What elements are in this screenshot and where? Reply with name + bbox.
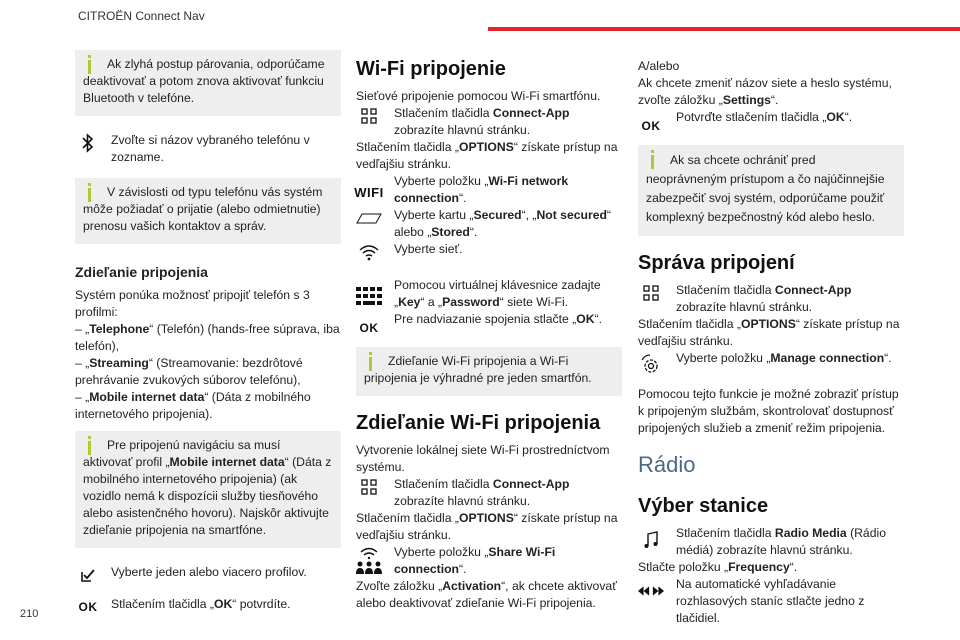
step-text: Vyberte kartu „Secured“, „Not secured“ alebo „Stored“. xyxy=(394,208,611,239)
step-text: Stlačením tlačidla Connect-App zobrazíte hlavnú stránku. xyxy=(676,283,852,314)
note-text: V závislosti od typu telefónu vás systém môže požiadať o prijatie (alebo odmietnutie) prenosu vašich kontaktov a správ. xyxy=(83,185,323,233)
section-heading: Wi-Fi pripojenie xyxy=(356,58,506,80)
step-text: Na automatické vyhľadávanie rozhlasových staníc stlačte jedno z tlačidiel. xyxy=(676,577,865,625)
note-text: Ak sa chcete ochrániť pred neoprávneným prístupom a čo najúčinnejšie zabezpečiť svoj systém, odporúčame použiť komplexný bezpečnostný kód alebo heslo. xyxy=(646,153,885,224)
bluetooth-icon xyxy=(75,132,101,154)
step-text: Stlačením tlačidla Connect-App zobrazíte hlavnú stránku. xyxy=(394,477,570,508)
step-text: Vyberte položku „Share Wi-Fi connection“. xyxy=(394,545,556,576)
paragraph: Stlačením tlačidla „OPTIONS“ získate prístup na vedľajšiu stránku. xyxy=(356,140,618,171)
paragraph: Stlačením tlačidla „OPTIONS“ získate prístup na vedľajšiu stránku. xyxy=(356,511,618,542)
sharing-intro: Systém ponúka možnosť pripojiť telefón s 3 profilmi: xyxy=(75,288,310,319)
paragraph: Stlačením tlačidla „OPTIONS“ získate prístup na vedľajšiu stránku. xyxy=(638,317,900,348)
step-text: Vyberte položku „Manage connection“. xyxy=(676,351,892,365)
section-heading: Výber stanice xyxy=(638,495,769,517)
step-text: Vyberte položku „Wi-Fi network connection“. xyxy=(394,174,569,205)
paragraph: A/alebo xyxy=(638,59,680,73)
info-icon xyxy=(88,60,91,74)
checkbox-icon xyxy=(75,564,101,586)
section-heading: Zdieľanie pripojenia xyxy=(75,264,208,280)
wifi-icon xyxy=(356,241,382,263)
profile-item: – „Streaming“ (Streamovanie: bezdrôtové prehrávanie zvukových súborov telefónu), xyxy=(75,356,303,387)
note-text: Zdieľanie Wi-Fi pripojenia a Wi-Fi pripojenia je výhradné pre jeden smartfón. xyxy=(364,354,592,385)
confirm-step xyxy=(75,596,341,616)
step-text: Stlačením tlačidla Radio Media (Rádio médiá) zobrazíte hlavnú stránku. xyxy=(676,526,886,557)
info-icon xyxy=(369,357,372,371)
step xyxy=(356,311,622,335)
step xyxy=(356,241,622,261)
page-number: 210 xyxy=(20,608,39,620)
step-text: Pre nadviazanie spojenia stlačte „OK“. xyxy=(394,312,602,326)
step-text: Vyberte sieť. xyxy=(394,242,463,256)
step xyxy=(638,576,904,627)
grid-menu-icon xyxy=(356,105,382,127)
step-text: Potvrďte stlačením tlačidla „OK“. xyxy=(676,110,853,124)
step xyxy=(638,525,904,559)
step-text: Pomocou virtuálnej klávesnice zadajte „Key“ a „Password“ siete Wi-Fi. xyxy=(394,278,601,309)
wifi-label-icon: WIFI xyxy=(354,184,384,200)
step xyxy=(356,476,622,510)
section-heading: Zdieľanie Wi-Fi pripojenia xyxy=(356,412,601,434)
step-text: Vyberte jeden alebo viacero profilov. xyxy=(111,565,307,579)
chapter-heading: Rádio xyxy=(638,452,696,477)
step-text: Stlačením tlačidla Connect-App zobrazíte hlavnú stránku. xyxy=(394,106,570,137)
section-heading: Správa pripojení xyxy=(638,252,795,274)
grid-menu-icon xyxy=(356,476,382,498)
column-2 xyxy=(356,56,622,612)
paragraph: Vytvorenie lokálnej siete Wi-Fi prostredníctvom systému. xyxy=(356,443,610,474)
paragraph: Ak chcete zmeniť názov siete a heslo systému, zvoľte záložku „Settings“. xyxy=(638,76,892,107)
ok-icon: OK xyxy=(78,599,98,614)
info-note xyxy=(75,178,341,244)
bluetooth-step xyxy=(75,132,341,166)
column-3 xyxy=(638,58,904,627)
info-icon xyxy=(651,155,654,169)
info-icon xyxy=(88,188,91,202)
settings-gear-icon xyxy=(638,354,664,376)
step-text: Stlačením tlačidla „OK“ potvrdíte. xyxy=(111,597,291,611)
step xyxy=(356,544,622,578)
info-note xyxy=(75,431,341,548)
paragraph: Stlačte položku „Frequency“. xyxy=(638,560,798,574)
ok-icon: OK xyxy=(359,320,379,335)
info-note xyxy=(638,145,904,236)
paragraph: Pomocou tejto funkcie je možné zobraziť prístup k pripojeným službám, skontrolovať dostupnosť pripojených služieb a zmeniť režim pripojenia. xyxy=(638,387,899,435)
paragraph: Zvoľte záložku „Activation“, ak chcete aktivovať alebo deaktivovať zdieľanie Wi-Fi pripojenia. xyxy=(356,579,617,610)
step xyxy=(356,105,622,139)
profile-item: – „Telephone“ (Telefón) (hands-free súprava, iba telefón), xyxy=(75,322,340,353)
seek-arrows-icon xyxy=(638,580,664,602)
ok-icon: OK xyxy=(641,118,661,133)
header-accent-bar xyxy=(488,27,960,31)
select-profiles-step xyxy=(75,564,341,584)
info-note xyxy=(356,347,622,396)
step xyxy=(638,282,904,316)
music-note-icon xyxy=(638,529,664,551)
grid-menu-icon xyxy=(638,282,664,304)
profile-item: – „Mobile internet data“ (Dáta z mobilného internetového pripojenia). xyxy=(75,390,311,421)
step xyxy=(356,207,622,241)
header-title: CITROËN Connect Nav xyxy=(78,9,205,23)
step xyxy=(356,173,622,207)
column-1 xyxy=(75,50,341,616)
share-wifi-icon xyxy=(356,544,382,576)
tab-folder-icon xyxy=(356,207,382,229)
info-note xyxy=(75,50,341,116)
keyboard-icon xyxy=(356,285,382,307)
info-icon xyxy=(88,441,91,455)
step xyxy=(638,350,904,370)
step-text: Zvoľte si názov vybraného telefónu v zozname. xyxy=(111,133,310,164)
step xyxy=(356,277,622,311)
paragraph: Sieťové pripojenie pomocou Wi-Fi smartfónu. xyxy=(356,89,601,103)
note-text: Ak zlyhá postup párovania, odporúčame deaktivovať a potom znova aktivovať funkciu Bluetooth v telefóne. xyxy=(83,57,325,105)
step xyxy=(638,109,904,133)
note-text: Pre pripojenú navigáciu sa musí aktivovať profil „Mobile internet data“ (Dáta z mobilného internetového pripojenia) (ak vozidlo nemá k dispozícii služby tiesňového alebo asistenčného hovoru). Najskôr aktivujte zdieľanie pripojenia na smartfóne. xyxy=(83,438,332,537)
